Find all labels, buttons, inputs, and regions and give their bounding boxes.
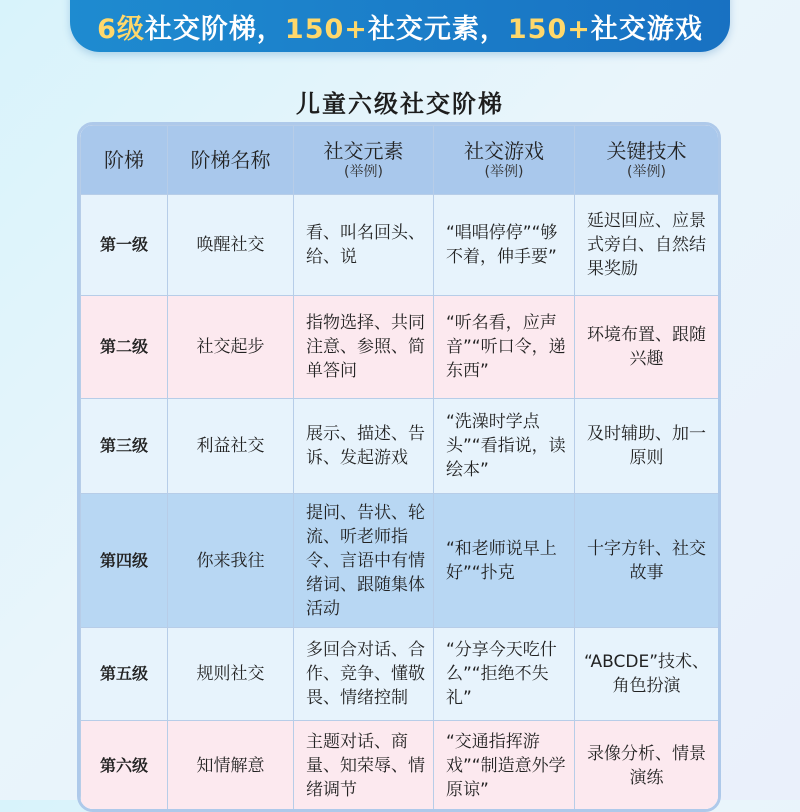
table-row bbox=[81, 296, 719, 399]
games-cell: “和老师说早上好”“扑克 bbox=[434, 494, 575, 628]
games-cell: “唱唱停停”“够不着，伸手要” bbox=[434, 195, 575, 296]
table-row bbox=[81, 628, 719, 721]
table-header-row bbox=[81, 126, 719, 195]
header-level: 阶梯 bbox=[81, 126, 168, 195]
name-cell: 利益社交 bbox=[168, 399, 294, 494]
level-cell: 第四级 bbox=[81, 494, 168, 628]
level-cell: 第六级 bbox=[81, 721, 168, 811]
tech-cell: 录像分析、情景演练 bbox=[575, 721, 719, 811]
page-title: 儿童六级社交阶梯 bbox=[296, 90, 504, 118]
elements-cell: 看、叫名回头、给、说 bbox=[294, 195, 434, 296]
header-tech: 关键技术 (举例) bbox=[575, 126, 719, 195]
level-cell: 第一级 bbox=[81, 195, 168, 296]
elements-cell: 指物选择、共同注意、参照、简单答问 bbox=[294, 296, 434, 399]
tech-cell: 十字方针、社交故事 bbox=[575, 494, 719, 628]
tech-cell: “ABCDE”技术、角色扮演 bbox=[575, 628, 719, 721]
name-cell: 你来我往 bbox=[168, 494, 294, 628]
level-cell: 第二级 bbox=[81, 296, 168, 399]
table-row bbox=[81, 721, 719, 811]
games-cell: “听名看，应声音”“听口令，递东西” bbox=[434, 296, 575, 399]
tech-cell: 及时辅助、加一原则 bbox=[575, 399, 719, 494]
top-banner bbox=[70, 0, 730, 52]
header-name: 阶梯名称 bbox=[168, 126, 294, 195]
games-cell: “交通指挥游戏”“制造意外学原谅” bbox=[434, 721, 575, 811]
name-cell: 唤醒社交 bbox=[168, 195, 294, 296]
header-games: 社交游戏 (举例) bbox=[434, 126, 575, 195]
name-cell: 社交起步 bbox=[168, 296, 294, 399]
name-cell: 规则社交 bbox=[168, 628, 294, 721]
elements-cell: 提问、告状、轮流、听老师指令、言语中有情绪词、跟随集体活动 bbox=[294, 494, 434, 628]
level-cell: 第三级 bbox=[81, 399, 168, 494]
games-cell: “洗澡时学点头”“看指说，读绘本” bbox=[434, 399, 575, 494]
social-ladder-table bbox=[77, 122, 721, 812]
games-cell: “分享今天吃什么”“拒绝不失礼” bbox=[434, 628, 575, 721]
table-row bbox=[81, 494, 719, 628]
table-row bbox=[81, 195, 719, 296]
tech-cell: 环境布置、跟随兴趣 bbox=[575, 296, 719, 399]
elements-cell: 多回合对话、合作、竞争、懂敬畏、情绪控制 bbox=[294, 628, 434, 721]
table-row bbox=[81, 399, 719, 494]
elements-cell: 主题对话、商量、知荣辱、情绪调节 bbox=[294, 721, 434, 811]
level-cell: 第五级 bbox=[81, 628, 168, 721]
elements-cell: 展示、描述、告诉、发起游戏 bbox=[294, 399, 434, 494]
tech-cell: 延迟回应、应景式旁白、自然结果奖励 bbox=[575, 195, 719, 296]
name-cell: 知情解意 bbox=[168, 721, 294, 811]
header-elements: 社交元素 (举例) bbox=[294, 126, 434, 195]
banner-text: 6级社交阶梯，150+社交元素，150+社交游戏 bbox=[97, 13, 703, 45]
